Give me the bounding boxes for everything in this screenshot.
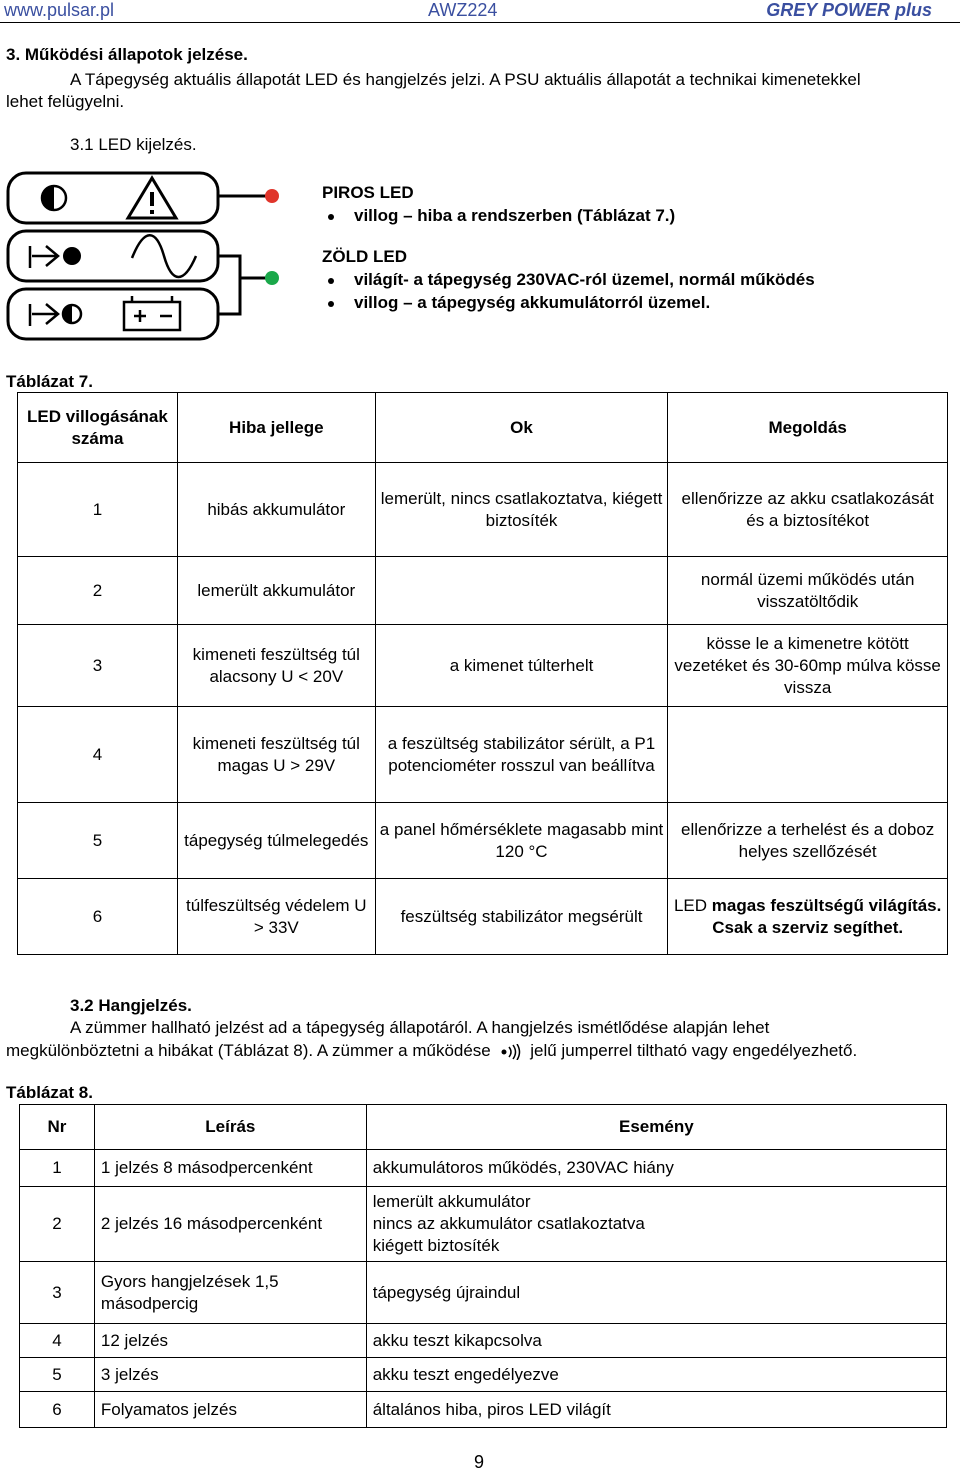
status-half-circle-icon: [42, 186, 66, 210]
table-header-row: [18, 393, 948, 463]
fault-fix: [668, 707, 948, 803]
fault-cause: [375, 557, 668, 625]
col-header: Esemény: [366, 1105, 946, 1150]
led-table: [17, 392, 948, 955]
fault-cause: a panel hőmérséklete magasabb mint 120 °C: [375, 803, 668, 879]
row-number: 4: [20, 1324, 95, 1358]
fault-fix: kösse le a kimenetre kötött vezetéket és 30-60mp múlva kösse vissza: [668, 625, 948, 707]
warning-triangle-icon: [128, 178, 176, 218]
buzzer-icon: [500, 1044, 522, 1060]
row-number: 5: [20, 1358, 95, 1392]
fault-fix: ellenőrizze a terhelést és a doboz helyes szellőzését: [668, 803, 948, 879]
section-32-text-2: megkülönböztetni a hibákat (Táblázat 8). A zümmer a működése jelű jumperrel tiltható vagy engedélyezhető.: [6, 1041, 858, 1060]
table-row: [20, 1358, 947, 1392]
row-number: 6: [20, 1392, 95, 1428]
signal-event: lemerült akkumulátor nincs az akkumulátor csatlakoztatva kiégett biztosíték: [366, 1187, 946, 1262]
col-header: Hiba jellege: [177, 393, 375, 463]
row-number: 2: [20, 1187, 95, 1262]
fault-fix: ellenőrizze az akku csatlakozását és a biztosítékot: [668, 463, 948, 557]
section-31-title: 3.1 LED kijelzés.: [70, 135, 197, 154]
col-header: Leírás: [94, 1105, 366, 1150]
signal-description: 2 jelzés 16 másodpercenként: [94, 1187, 366, 1262]
battery-input-arrow-icon: [30, 304, 81, 326]
table7-caption: Táblázat 7.: [6, 372, 93, 391]
fault-type: túlfeszültség védelem U > 33V: [177, 879, 375, 955]
col-header: Megoldás: [668, 393, 948, 463]
green-led-item: világít- a tápegység 230VAC-ról üzemel, normál működés: [328, 270, 815, 290]
panel-row-1: [8, 173, 218, 223]
green-led-item: villog – a tápegység akkumulátorról üzemel.: [328, 293, 710, 313]
fault-fix: normál üzemi működés után visszatöltődik: [668, 557, 948, 625]
row-number: 5: [18, 803, 178, 879]
fault-cause: lemerült, nincs csatlakoztatva, kiégett biztosíték: [375, 463, 668, 557]
table-row: [18, 625, 948, 707]
section-32-title: 3.2 Hangjelzés.: [70, 996, 192, 1015]
section-32-text-1: A zümmer hallható jelzést ad a tápegység állapotáról. A hangjelzés ismétlődése alapján lehet: [70, 1018, 770, 1037]
signal-event: akkumulátoros működés, 230VAC hiány: [366, 1150, 946, 1187]
row-number: 1: [18, 463, 178, 557]
signal-event: akku teszt kikapcsolva: [366, 1324, 946, 1358]
section-3-intro-2: lehet felügyelni.: [6, 92, 125, 111]
page-header: [0, 0, 960, 23]
table-row: [20, 1150, 947, 1187]
sine-wave-icon: [132, 235, 196, 277]
col-header: Ok: [375, 393, 668, 463]
row-number: 1: [20, 1150, 95, 1187]
model-name: AWZ224: [428, 0, 498, 20]
fault-cause: a kimenet túlterhelt: [375, 625, 668, 707]
fault-type: hibás akkumulátor: [177, 463, 375, 557]
table-row: [20, 1392, 947, 1428]
row-number: 6: [18, 879, 178, 955]
fault-type: kimeneti feszültség túl alacsony U < 20V: [177, 625, 375, 707]
signal-event: általános hiba, piros LED világít: [366, 1392, 946, 1428]
fault-type: tápegység túlmelegedés: [177, 803, 375, 879]
red-led-icon: [265, 189, 279, 203]
signal-description: 12 jelzés: [94, 1324, 366, 1358]
fault-cause: a feszültség stabilizátor sérült, a P1 potenciométer rosszul van beállítva: [375, 707, 668, 803]
table-row: [18, 803, 948, 879]
fault-type: kimeneti feszültség túl magas U > 29V: [177, 707, 375, 803]
table-row: [20, 1262, 947, 1324]
signal-description: 1 jelzés 8 másodpercenként: [94, 1150, 366, 1187]
green-led-title: ZÖLD LED: [322, 247, 407, 266]
table-row: [18, 557, 948, 625]
led-diagram: [4, 168, 304, 344]
table-row: [18, 707, 948, 803]
table-header-row: [20, 1105, 947, 1150]
buzzer-table: [19, 1104, 947, 1428]
signal-event: tápegység újraindul: [366, 1262, 946, 1324]
row-number: 3: [18, 625, 178, 707]
signal-description: Folyamatos jelzés: [94, 1392, 366, 1428]
table-row: [20, 1187, 947, 1262]
row-number: 3: [20, 1262, 95, 1324]
row-number: 4: [18, 707, 178, 803]
signal-description: Gyors hangjelzések 1,5 másodpercig: [94, 1262, 366, 1324]
battery-icon: [124, 296, 180, 330]
col-header: LED villogásának száma: [18, 393, 178, 463]
page-number: 9: [474, 1452, 485, 1472]
fault-type: lemerült akkumulátor: [177, 557, 375, 625]
signal-event: akku teszt engedélyezve: [366, 1358, 946, 1392]
green-led-icon: [265, 271, 279, 285]
table-row: [18, 463, 948, 557]
section-3-intro-1: A Tápegység aktuális állapotát LED és hangjelzés jelzi. A PSU aktuális állapotát a technikai kimenetekkel: [70, 70, 861, 89]
ac-input-arrow-icon: [30, 246, 81, 268]
table-row: [18, 879, 948, 955]
site-url: www.pulsar.pl: [4, 0, 115, 20]
signal-description: 3 jelzés: [94, 1358, 366, 1392]
fault-fix: LED magas feszültségű világítás. Csak a szerviz segíthet.: [668, 879, 948, 955]
table-row: [20, 1324, 947, 1358]
fault-cause: feszültség stabilizátor megsérült: [375, 879, 668, 955]
red-led-title: PIROS LED: [322, 183, 414, 202]
red-led-item: villog – hiba a rendszerben (Táblázat 7.): [328, 206, 675, 226]
col-header: Nr: [20, 1105, 95, 1150]
row-number: 2: [18, 557, 178, 625]
section-3-title: 3. Működési állapotok jelzése.: [6, 45, 248, 64]
product-name: GREY POWER plus: [766, 0, 932, 20]
table8-caption: Táblázat 8.: [6, 1083, 93, 1102]
